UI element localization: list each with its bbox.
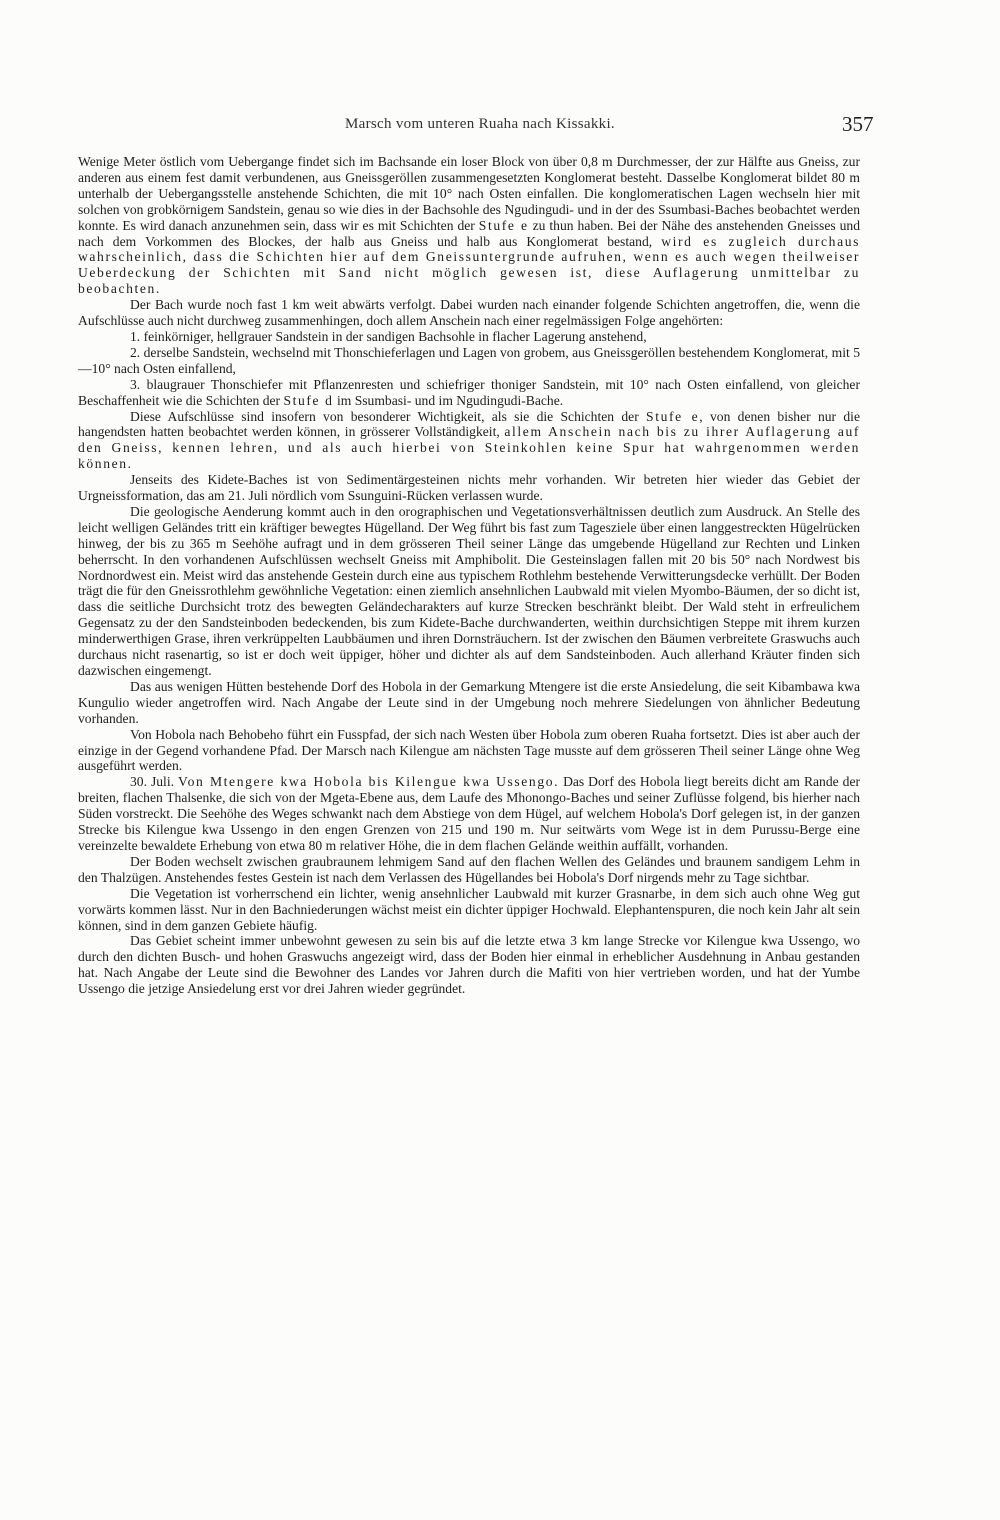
running-title: Marsch vom unteren Ruaha nach Kissakki. bbox=[345, 116, 615, 132]
paragraph: Von Hobola nach Behobeho führt ein Fusspfad, der sich nach Westen über Hobola zum oberen Ruaha fortsetzt. Dies ist aber auch der einzige in der Gegend vorhandene Pfad. Der Marsch nach Kilengue am nächsten Tage musste auf dem grösseren Theil seiner Länge ohne Weg ausgeführt werden. bbox=[78, 726, 860, 774]
paragraph: 30. Juli. Von Mtengere kwa Hobola bis Kilengue kwa Ussengo. Das Dorf des Hobola liegt bereits dicht am Rande der breiten, flachen Thalsenke, die sich von der Mgeta-Ebene aus, dem Laufe des Mhonongo-Baches und seiner Zuflüsse folgend, bis hierher nach Süden vorstreckt. Die Seehöhe des Weges schwankt nach dem Abstiege von dem Hügel, auf welchem Hobola's Dorf gelegen ist, in der ganzen Strecke bis Kilengue kwa Ussengo in den engen Grenzen von 215 und 190 m. Nur seitwärts vom Wege ist in dem Purussu-Berge eine vereinzelte bewaldete Erhebung von etwa 80 m relativer Höhe, die in dem flachen Gelände weithin auffällt, vorhanden. bbox=[78, 774, 860, 853]
paragraph: Der Boden wechselt zwischen graubraunem lehmigem Sand auf den flachen Wellen des Geländes und braunem sandigem Lehm in den Thalzügen. Anstehendes festes Gestein ist nach dem Verlassen des Hügellandes bei Hobola's Dorf nirgends mehr zu Tage sichtbar. bbox=[78, 853, 860, 885]
paragraph: Wenige Meter östlich vom Uebergange findet sich im Bachsande ein loser Block von über 0,8 m Durchmesser, der zur Hälfte aus Gneiss, zur anderen aus einem fest damit verbundenen, aus Gneissgeröllen zusammengesetzten Konglomerat besteht. Dasselbe Konglomerat bildet 80 m unterhalb der Uebergangsstelle anstehende Schichten, die mit 10° nach Osten einfallen. Die konglomeratischen Lagen wechseln hier mit solchen von grobkörnigem Sandstein, genau so wie dies in der Bachsohle des Ngudingudi- und in der des Ssumbasi-Baches beobachtet werden konnte. Es wird danach anzunehmen sein, dass wir es mit Schichten der Stufe e zu thun haben. Bei der Nähe des anstehenden Gneisses und nach dem Vorkommen des Blockes, der halb aus Gneiss und halb aus Konglomerat bestand, wird es zugleich durchaus wahrscheinlich, dass die Schichten hier auf dem Gneissuntergrunde aufruhen, wenn es auch wegen theilweiser Ueberdeckung der Schichten mit Sand nicht möglich gewesen ist, diese Auflagerung unmittelbar zu beobachten. bbox=[78, 154, 861, 297]
list-item: 1. feinkörniger, hellgrauer Sandstein in der sandigen Bachsohle in flacher Lagerung anstehend, bbox=[130, 328, 647, 344]
paragraph: Das aus wenigen Hütten bestehende Dorf des Hobola in der Gemarkung Mtengere ist die erste Ansiedelung, die seit Kibambawa kwa Kungulio wieder angetroffen wird. Nach Angabe der Leute sind in der Umgebung noch mehrere Siedelungen von ähnlicher Bedeutung vorhanden. bbox=[78, 678, 860, 726]
paragraph: Die Vegetation ist vorherrschend ein lichter, wenig ansehnlicher Laubwald mit kurzer Grasnarbe, in dem sich auch ohne Weg gut vorwärts kommen lässt. Nur in den Bachniederungen wächst meist ein dichter üppiger Hochwald. Elephantenspuren, die noch kein Jahr alt sein können, sind in dem ganzen Gebiete häufig. bbox=[78, 885, 860, 933]
paragraph: Die geologische Aenderung kommt auch in den orographischen und Vegetationsverhältnissen deutlich zum Ausdruck. An Stelle des leicht welligen Geländes tritt ein kräftiger bewegtes Hügelland. Der Weg führt bis fast zum Tagesziele über einen langgestreckten Hügelrücken hinweg, der bis zu 365 m Seehöhe aufragt und in dem grösseren Theil seiner Länge das umgebende Hügelland zur Rechten und Linken beherrscht. In den vorhandenen Aufschlüssen wechselt Gneiss mit Amphibolit. Die Gesteinslagen fallen mit 20 bis 50° nach Nordwest bis Nordnordwest ein. Meist wird das anstehende Gestein durch eine aus typischem Rothlehm bestehende Verwitterungsdecke verhüllt. Der Boden trägt die für den Gneissrothlehm gewöhnliche Vegetation: einen ziemlich ansehnlichen Laubwald mit vielen Myombo-Bäumen, der so dicht ist, dass die seitliche Durchsicht trotz des bewegten Geländecharakters auf kurze Strecken beschränkt bleibt. Der Wald steht in erfreulichem Gegensatz zu der den Sandsteinboden bedeckenden, bis zum Kidete-Bache durchwanderten, weithin durchsichtigen Steppe mit ihrem kurzen minderwerthigen Grase, ihren verkrüppelten Laubbäumen und ihren Dornsträuchern. Ist der zwischen den Bäumen verbreitete Graswuchs auch durchaus nicht rasenartig, so ist er doch weit üppiger, höher und dichter als auf dem Sandsteinboden. Auch allerhand Kräuter finden sich dazwischen eingemengt. bbox=[78, 503, 860, 678]
paragraph: Jenseits des Kidete-Baches ist von Sedimentärgesteinen nichts mehr vorhanden. Wir betreten hier wieder das Gebiet der Urgneissformation, das am 21. Juli nördlich vom Ssunguini-Rücken verlassen wurde. bbox=[78, 472, 860, 504]
body-text bbox=[78, 154, 860, 997]
list-item: 3. blaugrauer Thonschiefer mit Pflanzenresten und schiefriger thoniger Sandstein, mit 10° nach Osten einfallend, von gleicher Beschaffenheit wie die Schichten der Stufe d im Ssumbasi- und im Ngudingudi-Bache. bbox=[78, 376, 860, 408]
paragraph: Der Bach wurde noch fast 1 km weit abwärts verfolgt. Dabei wurden nach einander folgende Schichten angetroffen, die, wenn die Aufschlüsse auch nicht durchweg zusammenhingen, doch allem Anschein nach einer regelmässigen Folge angehörten: bbox=[78, 297, 860, 329]
page-number: 357 bbox=[842, 112, 874, 136]
paragraph: Das Gebiet scheint immer unbewohnt gewesen zu sein bis auf die letzte etwa 3 km lange Strecke vor Kilengue kwa Ussengo, wo durch den dichten Busch- und hohen Graswuchs angezeigt wird, dass der Boden hier einmal in erheblicher Ausdehnung in Anbau gestanden hat. Nach Angabe der Leute sind die Bewohner des Landes vor Jahren durch die Mafiti von hier vertrieben worden, und hat der Yumbe Ussengo die jetzige Ansiedelung erst vor drei Jahren wieder gegründet. bbox=[78, 933, 860, 997]
list-item: 2. derselbe Sandstein, wechselnd mit Thonschieferlagen und Lagen von grobem, aus Gneissgeröllen bestehendem Konglomerat, mit 5—10° nach Osten einfallend, bbox=[78, 344, 860, 376]
paragraph: Diese Aufschlüsse sind insofern von besonderer Wichtigkeit, als sie die Schichten der Stufe e, von denen bisher nur die hangendsten hatten beobachtet werden können, in grösserer Vollständigkeit, allem Anschein nach bis zu ihrer Auflagerung auf den Gneiss, kennen lehren, und als auch hierbei von Steinkohlen keine Spur hat wahrgenommen werden können. bbox=[78, 408, 860, 472]
